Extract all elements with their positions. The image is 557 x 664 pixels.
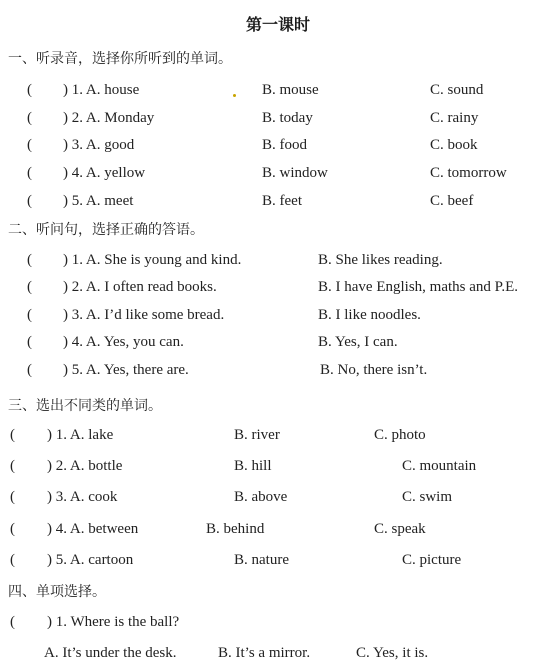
question-option-b: B. window [262, 165, 328, 181]
question-row [0, 190, 557, 212]
question-option-a: ) 5. A. meet [63, 193, 134, 209]
answer-bracket: ( [27, 362, 32, 378]
question-row [0, 611, 557, 633]
answer-bracket: ( [10, 427, 15, 443]
section-1-heading: 一、听录音，选择你所听到的单词。 [8, 51, 232, 67]
answer-bracket: ( [27, 307, 32, 323]
question-row [0, 518, 557, 540]
question-option-c: C. picture [402, 552, 462, 568]
question-text: ) 1. Where is the ball? [47, 614, 180, 630]
question-row [0, 276, 557, 298]
answer-bracket: ( [10, 489, 15, 505]
question-option-b: B. I like noodles. [318, 307, 421, 323]
question-option-a: ) 1. A. lake [47, 427, 114, 443]
question-option-a: ) 5. A. Yes, there are. [63, 362, 189, 378]
question-option-b: B. Yes, I can. [318, 334, 398, 350]
question-option-c: C. beef [430, 193, 474, 209]
question-option-b: B. nature [234, 552, 289, 568]
question-row [0, 359, 557, 381]
question-option-a: ) 5. A. cartoon [47, 552, 134, 568]
question-option-a: ) 3. A. cook [47, 489, 118, 505]
question-row [0, 107, 557, 129]
question-option-a: ) 4. A. Yes, you can. [63, 334, 184, 350]
question-option-a: ) 4. A. between [47, 521, 139, 537]
question-row [0, 455, 557, 477]
answer-bracket: ( [27, 82, 32, 98]
question-option-a: ) 3. A. good [63, 137, 135, 153]
question-row [0, 79, 557, 101]
question-option-c: C. swim [402, 489, 453, 505]
question-option-c: C. photo [374, 427, 426, 443]
question-option-b: B. No, there isn’t. [320, 362, 428, 378]
question-option-a: ) 2. A. bottle [47, 458, 123, 474]
answer-bracket: ( [27, 165, 32, 181]
answer-bracket: ( [10, 521, 15, 537]
option-b: B. It’s a mirror. [218, 645, 311, 661]
answer-bracket: ( [27, 334, 32, 350]
question-option-b: B. today [262, 110, 313, 126]
question-option-a: ) 2. A. Monday [63, 110, 155, 126]
question-option-b: B. above [234, 489, 288, 505]
options-row [0, 642, 557, 664]
question-option-b: B. She likes reading. [318, 252, 443, 268]
question-option-a: ) 1. A. She is young and kind. [63, 252, 242, 268]
question-row [0, 162, 557, 184]
answer-bracket: ( [27, 252, 32, 268]
question-row [0, 486, 557, 508]
question-option-c: C. tomorrow [430, 165, 507, 181]
answer-bracket: ( [10, 552, 15, 568]
question-option-b: B. feet [262, 193, 302, 209]
option-a: A. It’s under the desk. [44, 645, 177, 661]
answer-bracket: ( [27, 110, 32, 126]
question-option-c: C. book [430, 137, 478, 153]
question-option-b: B. mouse [262, 82, 319, 98]
page-title: 第一课时 [246, 15, 311, 34]
section-4-heading: 四、单项选择。 [8, 584, 106, 600]
question-option-c: C. rainy [430, 110, 479, 126]
question-option-c: C. speak [374, 521, 426, 537]
question-option-b: B. hill [234, 458, 272, 474]
section-3-heading: 三、选出不同类的单词。 [8, 398, 162, 414]
section-2-heading: 二、听问句，选择正确的答语。 [8, 222, 204, 238]
question-row [0, 304, 557, 326]
question-row [0, 249, 557, 271]
question-option-b: B. I have English, maths and P.E. [318, 279, 518, 295]
answer-bracket: ( [10, 458, 15, 474]
question-option-a: ) 2. A. I often read books. [63, 279, 217, 295]
question-option-a: ) 4. A. yellow [63, 165, 146, 181]
option-c: C. Yes, it is. [356, 645, 429, 661]
question-option-b: B. behind [206, 521, 265, 537]
answer-bracket: ( [27, 193, 32, 209]
question-row [0, 134, 557, 156]
answer-bracket: ( [27, 137, 32, 153]
question-row [0, 424, 557, 446]
question-option-c: C. mountain [402, 458, 477, 474]
question-option-b: B. food [262, 137, 307, 153]
question-option-a: ) 3. A. I’d like some bread. [63, 307, 225, 323]
question-row [0, 549, 557, 571]
question-option-b: B. river [234, 427, 280, 443]
answer-bracket: ( [10, 614, 15, 630]
question-row [0, 331, 557, 353]
question-option-c: C. sound [430, 82, 484, 98]
question-option-a: ) 1. A. house [63, 82, 140, 98]
answer-bracket: ( [27, 279, 32, 295]
